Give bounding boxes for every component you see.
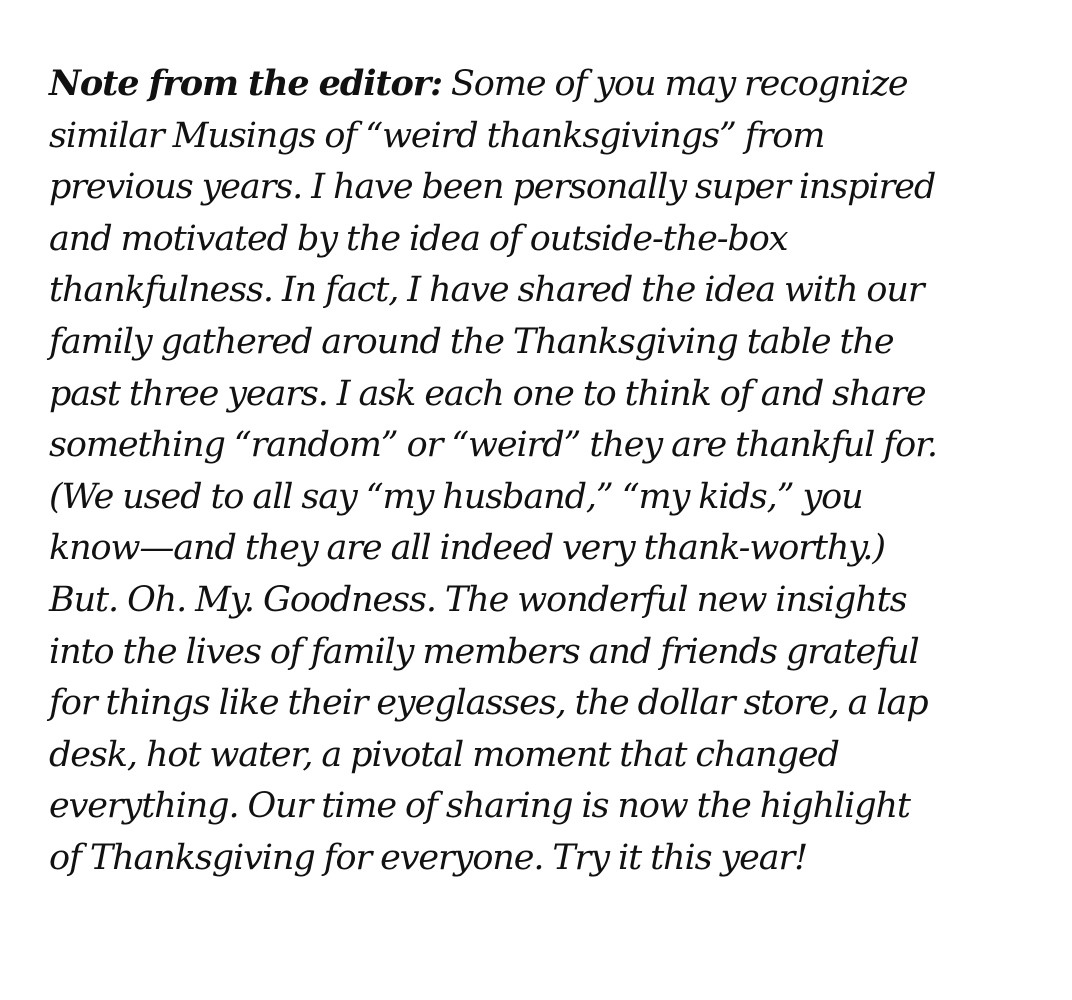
note-line: of Thanksgiving for everyone. Try it this year! bbox=[49, 837, 808, 878]
note-line: similar Musings of “weird thanksgivings” from bbox=[49, 115, 825, 156]
note-line: But. Oh. My. Goodness. The wonderful new insights bbox=[49, 579, 907, 620]
note-line: for things like their eyeglasses, the dollar store, a lap bbox=[49, 683, 928, 724]
note-line: into the lives of family members and friends grateful bbox=[49, 631, 919, 672]
note-line: know—and they are all indeed very thank-worthy.) bbox=[49, 528, 885, 569]
note-line: everything. Our time of sharing is now the highlight bbox=[49, 786, 910, 827]
note-line: desk, hot water, a pivotal moment that changed bbox=[49, 734, 839, 775]
note-line: family gathered around the Thanksgiving table the bbox=[49, 321, 894, 362]
note-line-text: Some of you may recognize bbox=[441, 64, 908, 104]
note-lead: Note from the editor: bbox=[49, 63, 442, 104]
note-line: something “random” or “weird” they are thankful for. bbox=[49, 425, 937, 466]
note-line: and motivated by the idea of outside-the-box bbox=[49, 218, 788, 259]
note-line: thankfulness. In fact, I have shared the idea with our bbox=[49, 270, 924, 311]
editor-note bbox=[49, 58, 1049, 885]
note-line: (We used to all say “my husband,” “my kids,” you bbox=[49, 476, 863, 517]
note-line bbox=[49, 58, 1049, 111]
note-line: previous years. I have been personally super inspired bbox=[49, 167, 936, 208]
note-line: past three years. I ask each one to think of and share bbox=[49, 373, 926, 414]
